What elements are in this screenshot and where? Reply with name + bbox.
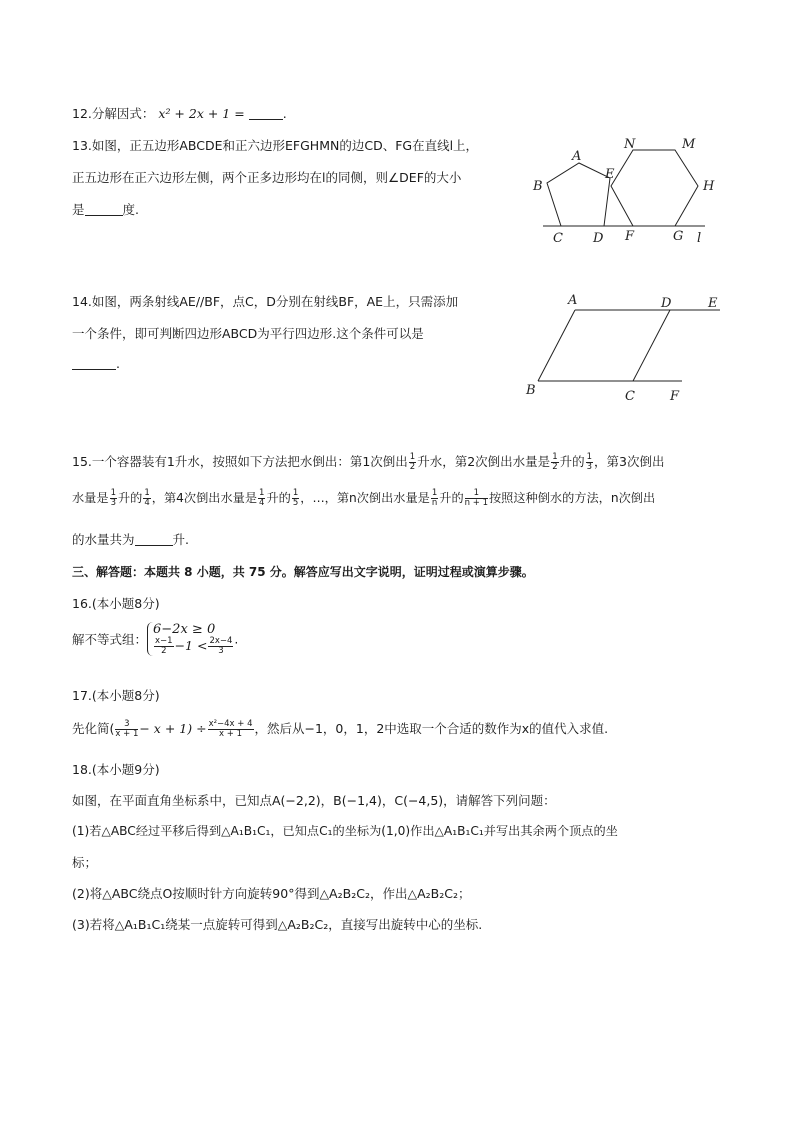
frac-den: x + 1 bbox=[115, 729, 139, 739]
q17-expression: − x + 1) ÷ bbox=[139, 721, 207, 736]
inequality-1: 6−2x ≥ 0 bbox=[153, 622, 216, 637]
fig13-label: l bbox=[697, 231, 702, 246]
q16-body bbox=[72, 622, 238, 656]
q18-part1-cont: 标； bbox=[72, 855, 98, 870]
inequality-system bbox=[147, 622, 234, 656]
q15-text: 水量是 bbox=[72, 491, 109, 505]
figure-pentagon-hexagon bbox=[525, 130, 725, 250]
frac-den: 2 bbox=[552, 462, 558, 472]
fig13-label: B bbox=[533, 179, 543, 194]
q12-expression: x² + 2x + 1 = bbox=[158, 106, 245, 121]
figure-parallelogram bbox=[520, 288, 725, 406]
fig14-label: E bbox=[708, 296, 718, 311]
q13-line3 bbox=[72, 200, 139, 218]
q13-line2: 正五边形在正六边形左侧，两个正多边形均在l的同侧，则∠DEF的大小 bbox=[72, 170, 462, 185]
fraction bbox=[154, 637, 174, 656]
fraction bbox=[143, 489, 150, 508]
fraction bbox=[465, 489, 488, 508]
q15-text: 15.一个容器装有1升水，按照如下方法把水倒出：第1次倒出 bbox=[72, 454, 408, 469]
fig14-label: C bbox=[625, 389, 635, 404]
frac-den: n + 1 bbox=[464, 498, 488, 508]
answer-blank[interactable] bbox=[135, 533, 173, 546]
fraction bbox=[292, 489, 299, 508]
q16-prompt: 解不等式组： bbox=[72, 632, 148, 647]
frac-num: x²−4x + 4 bbox=[208, 719, 253, 729]
fraction bbox=[409, 453, 416, 472]
frac-den: 3 bbox=[110, 498, 116, 508]
frac-den: 2 bbox=[161, 646, 167, 656]
q17-body bbox=[72, 717, 608, 741]
fig14-label: B bbox=[526, 383, 536, 398]
section-header: 三、解答题：本题共 8 小题，共 75 分。解答应写出文字说明，证明过程或演算步骤。 bbox=[72, 565, 534, 579]
fraction bbox=[551, 453, 558, 472]
frac-den: 4 bbox=[144, 498, 150, 508]
answer-blank[interactable] bbox=[85, 203, 123, 216]
fig13-label: F bbox=[625, 229, 635, 244]
q12-period: . bbox=[282, 106, 287, 121]
fig13-label: M bbox=[682, 137, 696, 152]
q12-prompt: 分解因式： bbox=[91, 106, 155, 121]
q13-line1: 13.如图，正五边形ABCDE和正六边形EFGHMN的边CD、FG在直线l上， bbox=[72, 138, 479, 153]
segment-CD bbox=[633, 310, 670, 381]
frac-num: 1 bbox=[552, 452, 558, 462]
frac-den: 5 bbox=[292, 498, 299, 508]
q12 bbox=[72, 104, 287, 122]
q15-text: 升的 bbox=[117, 491, 143, 505]
frac-den: x + 1 bbox=[219, 729, 243, 739]
fig14-label: D bbox=[661, 296, 672, 311]
frac-num: 1 bbox=[110, 488, 116, 498]
q15-text: 升的 bbox=[266, 491, 291, 505]
q18-part3: (3)若将△A₁B₁C₁绕某一点旋转可得到△A₂B₂C₂，直接写出旋转中心的坐标. bbox=[72, 917, 483, 932]
q14-line1: 14.如图，两条射线AE//BF，点C，D分别在射线BF，AE上，只需添加 bbox=[72, 294, 459, 309]
q17-text: 先化简( bbox=[72, 721, 115, 736]
fig13-label: H bbox=[703, 179, 715, 194]
q15-text: ，…，第n次倒出水量是 bbox=[300, 491, 430, 505]
inequality-2 bbox=[153, 637, 234, 656]
frac-num: 1 bbox=[431, 488, 438, 498]
hexagon bbox=[611, 150, 698, 226]
segment-AB bbox=[538, 310, 575, 381]
fig13-label: G bbox=[673, 229, 684, 244]
q15-text: ，第4次倒出水量是 bbox=[151, 491, 258, 505]
q13-text-b: 度. bbox=[122, 202, 139, 217]
fraction bbox=[208, 720, 254, 739]
frac-num: 2x−4 bbox=[209, 636, 233, 646]
q16-title: 16.(本小题8分) bbox=[72, 596, 160, 611]
q14-line3 bbox=[72, 356, 120, 371]
q15-text: ，第3次倒出 bbox=[594, 454, 665, 469]
fraction bbox=[110, 489, 117, 508]
fig14-label: F bbox=[670, 389, 680, 404]
frac-num: 3 bbox=[115, 720, 138, 730]
q15-text: 升的 bbox=[559, 454, 585, 469]
frac-num: x−1 bbox=[155, 636, 173, 646]
answer-blank[interactable] bbox=[249, 107, 283, 120]
q17-text: ，然后从−1，0，1，2中选取一个合适的数作为x的值代入求值. bbox=[254, 721, 609, 736]
q17-title: 17.(本小题8分) bbox=[72, 688, 160, 703]
q12-number: 12. bbox=[72, 106, 92, 121]
q15-line2 bbox=[72, 487, 655, 509]
answer-blank[interactable] bbox=[72, 357, 116, 370]
fig13-label: E bbox=[605, 167, 615, 182]
q15-text: 的水量共为 bbox=[72, 532, 135, 547]
fig13-label: D bbox=[593, 231, 604, 246]
fig14-label: A bbox=[568, 293, 578, 308]
q15-line3 bbox=[72, 530, 189, 548]
fraction bbox=[431, 489, 438, 508]
q13-text-a: 是 bbox=[72, 202, 85, 217]
frac-num: 1 bbox=[144, 488, 150, 498]
q15-text: 按照这种倒水的方法，n次倒出 bbox=[489, 491, 656, 505]
q14-line2: 一个条件，即可判断四边形ABCD为平行四边形.这个条件可以是 bbox=[72, 326, 424, 341]
frac-num: 1 bbox=[259, 488, 265, 498]
q18-part2: (2)将△ABC绕点O按顺时针方向旋转90°得到△A₂B₂C₂，作出△A₂B₂C₂； bbox=[72, 886, 471, 901]
frac-num: 1 bbox=[409, 452, 416, 462]
q15-text: 升的 bbox=[439, 491, 464, 505]
fraction bbox=[258, 489, 265, 508]
frac-num: 1 bbox=[292, 488, 299, 498]
q18-title: 18.(本小题9分) bbox=[72, 762, 160, 777]
frac-num: 1 bbox=[586, 452, 593, 462]
frac-den: 4 bbox=[259, 498, 265, 508]
q14-period: . bbox=[116, 356, 120, 371]
fig13-label: N bbox=[624, 137, 636, 152]
inequality-2-op: −1 < bbox=[174, 638, 208, 653]
frac-den: 3 bbox=[218, 646, 224, 656]
fraction bbox=[586, 453, 593, 472]
fig13-label: A bbox=[572, 149, 582, 164]
q15-line1 bbox=[72, 451, 665, 473]
frac-den: n bbox=[431, 498, 438, 508]
q16-period: . bbox=[234, 631, 239, 647]
q15-text: 升水，第2次倒出水量是 bbox=[417, 454, 551, 469]
fraction bbox=[115, 720, 138, 739]
fraction bbox=[208, 637, 233, 656]
pentagon bbox=[547, 163, 610, 226]
frac-den: 3 bbox=[586, 462, 593, 472]
q15-text: 升. bbox=[172, 532, 189, 547]
frac-num: 1 bbox=[465, 489, 488, 499]
q18-intro: 如图，在平面直角坐标系中，已知点A(−2,2)，B(−1,4)，C(−4,5)，请解答下列问题： bbox=[72, 793, 556, 808]
fig13-label: C bbox=[553, 231, 563, 246]
frac-den: 2 bbox=[409, 462, 416, 472]
q18-part1: (1)若△ABC经过平移后得到△A₁B₁C₁，已知点C₁的坐标为(1,0)作出△A₁B₁C₁并写出其余两个顶点的坐 bbox=[72, 824, 618, 838]
